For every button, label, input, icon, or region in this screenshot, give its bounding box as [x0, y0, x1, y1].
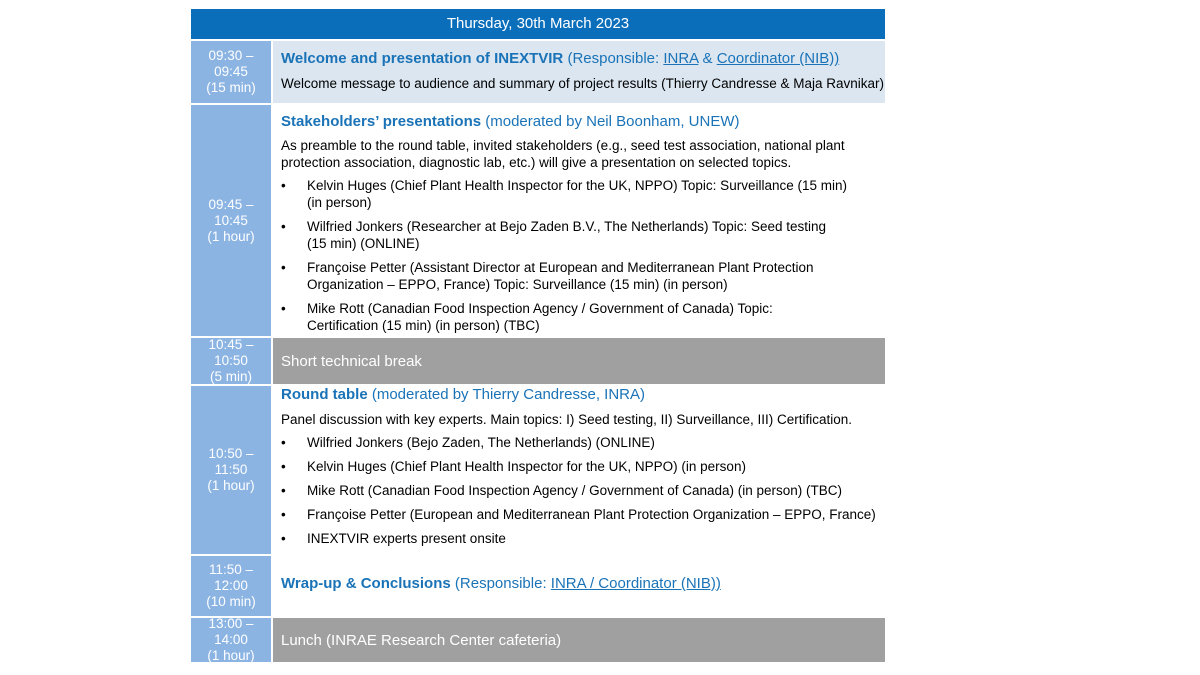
list-item: • Kelvin Huges (Chief Plant Health Inspector for the UK, NPPO) Topic: Surveillance (15 min) (in person) [281, 177, 885, 211]
session-lunch [191, 616, 885, 662]
session-wrap-up [191, 554, 885, 616]
session-time: 09:45 – 10:45 (1 hour) [191, 105, 273, 336]
inra-coordinator-link[interactable]: INRA / Coordinator (NIB)) [550, 575, 721, 592]
session-title: Welcome and presentation of INEXTVIR (Responsible: INRA & Coordinator (NIB)) [281, 50, 840, 67]
session-title: Stakeholders’ presentations (moderated by Neil Boonham, UNEW) [281, 113, 740, 130]
list-item: • Mike Rott (Canadian Food Inspection Agency / Government of Canada) Topic: Certification (15 min) (in person) (TBC) [281, 300, 885, 334]
session-description: Panel discussion with key experts. Main topics: I) Seed testing, II) Surveillance, III) Certification. [281, 412, 852, 427]
session-content [273, 338, 885, 384]
session-time: 10:50 – 11:50 (1 hour) [191, 386, 273, 554]
session-round-table [191, 384, 885, 554]
session-break [191, 336, 885, 384]
session-content [273, 41, 885, 103]
session-welcome [191, 39, 885, 103]
panel-list [281, 434, 885, 547]
session-content [273, 556, 885, 616]
list-item: • INEXTVIR experts present onsite [281, 530, 885, 547]
session-description: Welcome message to audience and summary of project results (Thierry Candresse & Maja Ravnikar) [281, 76, 884, 91]
session-title: Wrap-up & Conclusions (Responsible: INRA / Coordinator (NIB)) [281, 575, 721, 592]
session-time: 13:00 – 14:00 (1 hour) [191, 618, 273, 662]
break-label: Short technical break [281, 352, 422, 370]
list-item: • Mike Rott (Canadian Food Inspection Agency / Government of Canada) (in person) (TBC) [281, 482, 885, 499]
list-item: • Françoise Petter (Assistant Director at European and Mediterranean Plant Protection Organization – EPPO, France) Topic: Surveillance (15 min) (in person) [281, 259, 885, 293]
session-stakeholders [191, 103, 885, 336]
agenda-date-header: Thursday, 30th March 2023 [191, 9, 885, 39]
inra-link[interactable]: INRA [663, 50, 699, 67]
list-item: • Françoise Petter (European and Mediterranean Plant Protection Organization – EPPO, France) [281, 506, 885, 523]
session-title: Round table (moderated by Thierry Candresse, INRA) [281, 386, 645, 403]
session-time: 09:30 – 09:45 (15 min) [191, 41, 273, 103]
coordinator-link[interactable]: Coordinator (NIB)) [716, 50, 840, 67]
session-time: 11:50 – 12:00 (10 min) [191, 556, 273, 616]
agenda-table [191, 9, 885, 662]
speaker-list [281, 177, 885, 334]
lunch-label: Lunch (INRAE Research Center cafeteria) [281, 631, 562, 649]
list-item: • Wilfried Jonkers (Researcher at Bejo Zaden B.V., The Netherlands) Topic: Seed testing (15 min) (ONLINE) [281, 218, 885, 252]
session-content [273, 618, 885, 662]
session-description: As preamble to the round table, invited stakeholders (e.g., seed test association, national plant protection association, diagnostic lab, etc.) will give a presentation on selected topics. [281, 138, 845, 170]
session-content [273, 105, 885, 336]
list-item: • Wilfried Jonkers (Bejo Zaden, The Netherlands) (ONLINE) [281, 434, 885, 451]
session-time: 10:45 – 10:50 (5 min) [191, 338, 273, 384]
session-content [273, 386, 885, 554]
list-item: • Kelvin Huges (Chief Plant Health Inspector for the UK, NPPO) (in person) [281, 458, 885, 475]
